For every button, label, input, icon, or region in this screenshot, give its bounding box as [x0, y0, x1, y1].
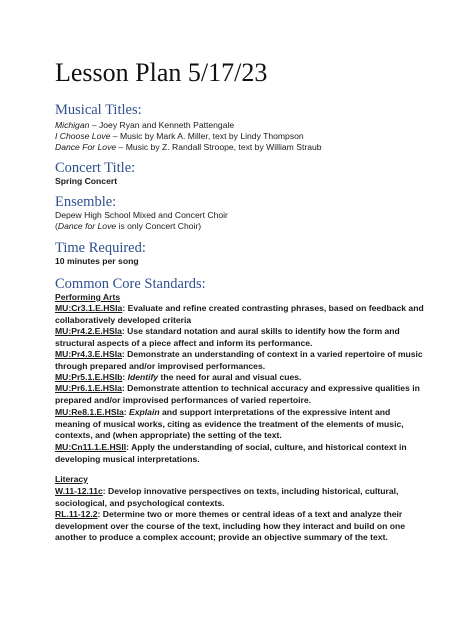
standard-code-link[interactable]: MU:Cn11.1.E.HSII — [55, 442, 127, 452]
standard-item — [55, 486, 425, 509]
standard-text: : Use standard notation and aural skills to identify how the form and structural aspects of a piece affect and inform its performance. — [55, 326, 400, 348]
standard-text: : Demonstrate an understanding of context in a varied repertoire of music through prepared and/or improvised performances. — [55, 349, 423, 371]
concert-title-heading: Concert Title: — [55, 160, 136, 176]
standard-text: : Develop innovative perspectives on texts, including historical, cultural, sociological, and psychological contexts. — [55, 486, 399, 508]
standard-item — [55, 326, 425, 349]
standard-emphasis: Explain — [129, 407, 160, 417]
song-credit: – Joey Ryan and Kenneth Pattengale — [89, 120, 235, 130]
standard-code-link[interactable]: MU:Pr5.1.E.HSIb — [55, 372, 123, 382]
song-title: I Choose Love — [55, 131, 111, 141]
standard-text: the need for aural and visual cues. — [158, 372, 302, 382]
song-credit: – Music by Z. Randall Stroope, text by William Straub — [116, 142, 322, 152]
ensemble-note-open: ( — [55, 221, 58, 231]
standard-code-link[interactable]: MU:Pr4.3.E.HSIa — [55, 349, 122, 359]
musical-titles-heading: Musical Titles: — [55, 102, 142, 118]
page-title: Lesson Plan 5/17/23 — [55, 58, 268, 87]
ensemble-heading: Ensemble: — [55, 194, 117, 210]
standard-text: : Evaluate and refine created contrasting phrases, based on feedback and collaboratively developed criteria — [55, 303, 424, 325]
standard-code-link[interactable]: MU:Re8.1.E.HSIa — [55, 407, 124, 417]
standard-item: MU:Pr5.1.E.HSIb: Identify the need for aural and visual cues. — [55, 372, 302, 382]
ensemble-note — [55, 221, 425, 233]
standard-code-link[interactable]: RL.11-12.2 — [55, 509, 98, 519]
standard-text: : Apply the understanding of social, culture, and historical context in developing musical interpretations. — [55, 442, 407, 464]
concert-title-value: Spring Concert — [55, 176, 118, 186]
standard-emphasis: Identify — [127, 372, 159, 382]
standard-code-link[interactable]: MU:Pr4.2.E.HSIa — [55, 326, 122, 336]
time-required-heading: Time Required: — [55, 240, 146, 256]
musical-title-line — [55, 120, 425, 132]
standard-text: : Determine two or more themes or central ideas of a text and analyze their development over the course of the text, including how they interact and build on one another to produce a complex account; provide an objective summary of the text. — [55, 509, 405, 543]
time-required-value: 10 minutes per song — [55, 256, 139, 266]
standards-heading: Common Core Standards: — [55, 276, 206, 292]
standard-code-link[interactable]: W.11-12.11c — [55, 486, 103, 496]
song-title: Dance For Love — [55, 142, 117, 152]
standard-item: MU:Re8.1.E.HSIa: Explain and support interpretations of the expressive intent and meaning of musical works, citing as evidence the treatment of the elements of music, contexts, and (when appropriate) the setting of the text. — [55, 407, 404, 441]
standard-item — [55, 383, 425, 406]
standard-item — [55, 509, 425, 544]
standard-item — [55, 303, 425, 326]
standard-item — [55, 349, 425, 372]
musical-title-line — [55, 142, 425, 154]
ensemble-note-rest: is only Concert Choir) — [116, 221, 202, 231]
ensemble-value: Depew High School Mixed and Concert Choir — [55, 210, 228, 220]
ensemble-note-song: Dance for Love — [57, 221, 117, 231]
standard-text: and support interpretations of the expressive intent and meaning of musical works, citing as evidence the treatment of the elements of music, contexts, and (when appropriate) the setting of the text. — [55, 407, 404, 441]
musical-title-line — [55, 131, 425, 143]
standard-text: : Demonstrate attention to technical accuracy and expressive qualities in prepared and/or improvised performances of varied repertoire. — [55, 383, 420, 405]
standard-code-link[interactable]: MU:Cr3.1.E.HSIa — [55, 303, 123, 313]
standard-item — [55, 442, 425, 465]
song-credit: – Music by Mark A. Miller, text by Lindy Thompson — [110, 131, 304, 141]
standard-code-link[interactable]: MU:Pr6.1.E.HSIa — [55, 383, 122, 393]
literacy-label: Literacy — [55, 474, 88, 484]
song-title: Michigan — [55, 120, 90, 130]
performing-arts-label: Performing Arts — [55, 292, 121, 302]
